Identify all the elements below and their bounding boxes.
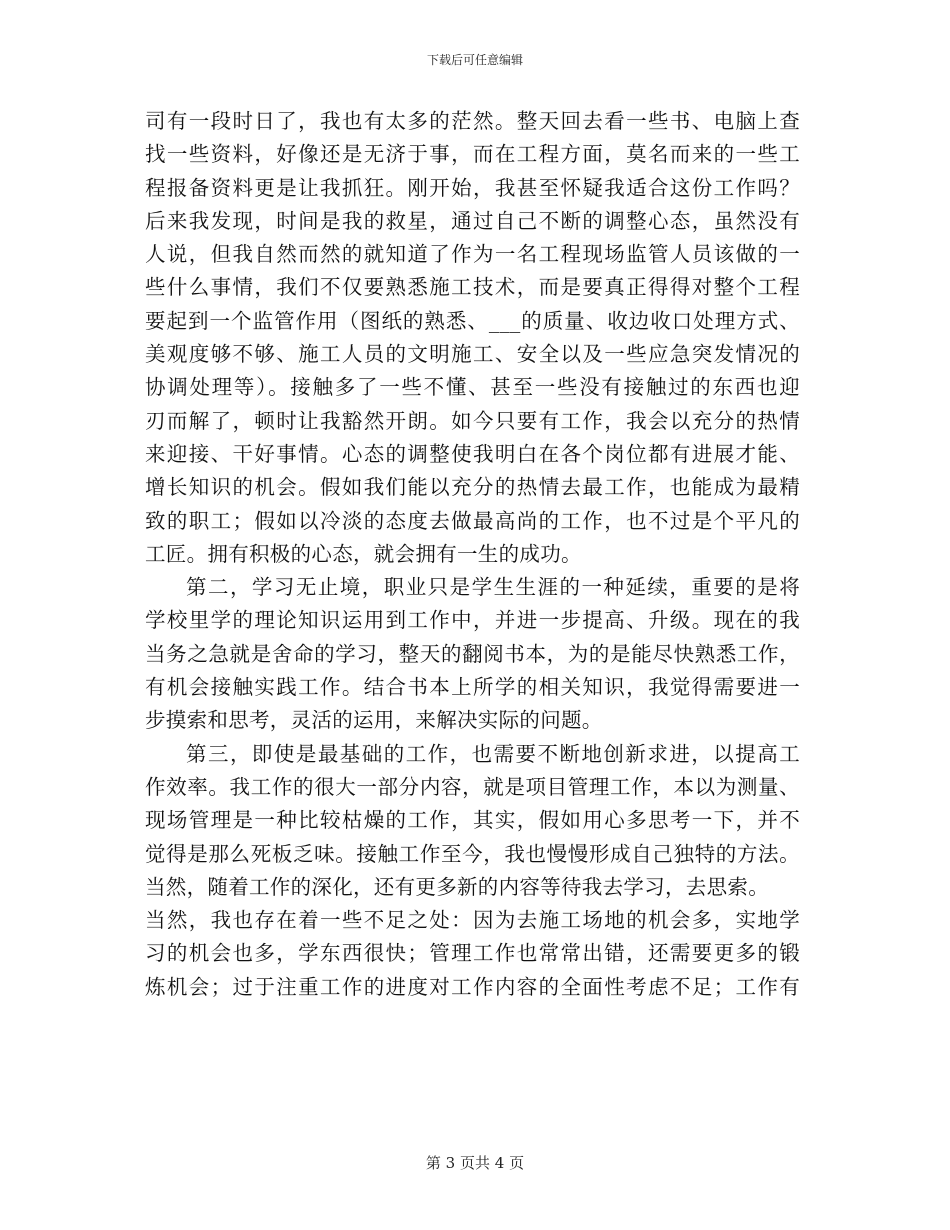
text-line: 炼机会；过于注重工作的进度对工作内容的全面性考虑不足；工作有	[145, 974, 800, 999]
text-line: 人说，但我自然而然的就知道了作为一名工程现场监管人员该做的一	[145, 242, 800, 267]
text-line: 第二，学习无止境，职业只是学生生涯的一种延续，重要的是将	[186, 575, 800, 600]
text-line: 作效率。我工作的很大一部分内容，就是项目管理工作，本以为测量、	[145, 774, 800, 799]
text-line: 学校里学的理论知识运用到工作中，并进一步提高、升级。现在的我	[145, 608, 800, 633]
text-line: 来迎接、干好事情。心态的调整使我明白在各个岗位都有进展才能、	[145, 441, 800, 466]
text-line: 刃而解了，顿时让我豁然开朗。如今只要有工作，我会以充分的热情	[145, 408, 800, 433]
text-line: 要起到一个监管作用（图纸的熟悉、___的质量、收边收口处理方式、	[145, 308, 800, 333]
text-line: 后来我发现，时间是我的救星，通过自己不断的调整心态，虽然没有	[145, 208, 800, 233]
text-line: 工匠。拥有积极的心态，就会拥有一生的成功。	[145, 541, 582, 566]
text-line: 美观度够不够、施工人员的文明施工、安全以及一些应急突发情况的	[145, 342, 800, 367]
text-line: 协调处理等）。接触多了一些不懂、甚至一些没有接触过的东西也迎	[145, 375, 800, 400]
text-line: 司有一段时日了，我也有太多的茫然。整天回去看一些书、电脑上查	[145, 109, 800, 133]
body-text	[145, 105, 800, 1004]
text-line: 现场管理是一种比较枯燥的工作，其实，假如用心多思考一下，并不	[145, 808, 800, 833]
text-line: 当然，我也存在着一些不足之处：因为去施工场地的机会多，实地学	[145, 908, 800, 933]
text-line: 有机会接触实践工作。结合书本上所学的相关知识，我觉得需要进一	[145, 675, 800, 700]
text-line: 习的机会也多，学东西很快；管理工作也常常出错，还需要更多的锻	[145, 941, 800, 966]
text-line: 致的职工；假如以冷淡的态度去做最高尚的工作，也不过是个平凡的	[145, 508, 800, 533]
text-line: 觉得是那么死板乏味。接触工作至今，我也慢慢形成自己独特的方法。	[145, 841, 800, 866]
text-line: 步摸索和思考，灵活的运用，来解决实际的问题。	[145, 708, 603, 733]
text-line: 当然，随着工作的深化，还有更多新的内容等待我去学习，去思索。	[145, 874, 769, 899]
text-line: 第三，即使是最基础的工作，也需要不断地创新求进，以提高工	[186, 741, 800, 766]
text-line: 当务之急就是舍命的学习，整天的翻阅书本，为的是能尽快熟悉工作，	[145, 641, 800, 666]
page-footer: 第 3 页共 4 页	[425, 1154, 525, 1172]
page-header: 下载后可任意编辑	[426, 53, 523, 67]
text-line: 找一些资料，好像还是无济于事，而在工程方面，莫名而来的一些工	[145, 142, 800, 167]
text-line: 些什么事情，我们不仅要熟悉施工技术，而是要真正得得对整个工程	[145, 275, 800, 300]
text-line: 程报备资料更是让我抓狂。刚开始，我甚至怀疑我适合这份工作吗？	[145, 175, 800, 200]
text-line: 增长知识的机会。假如我们能以充分的热情去最工作，也能成为最精	[145, 475, 800, 500]
